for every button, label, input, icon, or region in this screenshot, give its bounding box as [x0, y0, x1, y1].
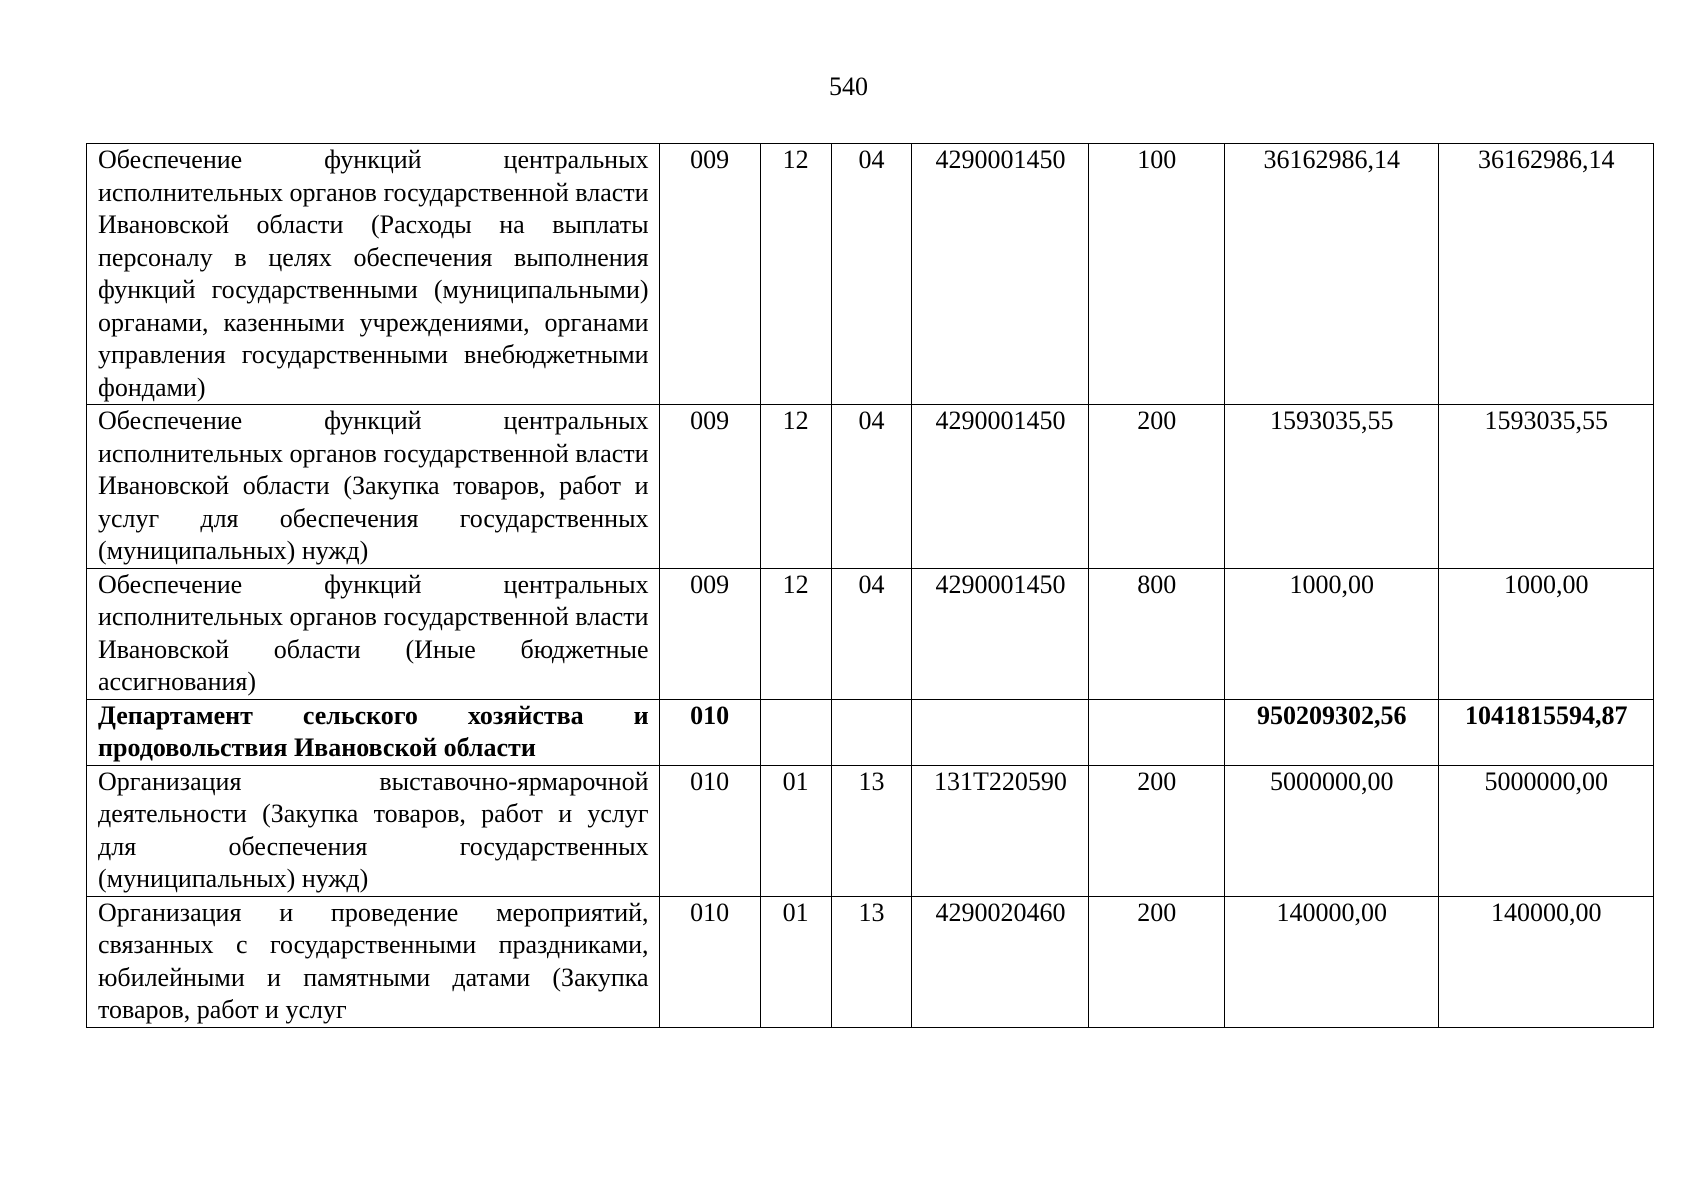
expense-name-cell: Обеспечение функций центральных исполнительных органов государственной власти Ивановской области (Расходы на выплаты персоналу в целях обеспечения выполнения функций государственными (муниципальными) органами, казенными учреждениями, органами управления государственными внебюджетными фондами) [87, 144, 660, 405]
amount-year1-cell: 950209302,56 [1225, 699, 1439, 765]
expense-name-cell: Обеспечение функций центральных исполнительных органов государственной власти Ивановской области (Иные бюджетные ассигнования) [87, 568, 660, 699]
amount-year2-cell: 1041815594,87 [1439, 699, 1654, 765]
section-code-cell: 12 [760, 405, 831, 569]
section-code-cell: 12 [760, 144, 831, 405]
section-code-cell: 01 [760, 765, 831, 896]
target-article-cell: 4290020460 [912, 896, 1089, 1027]
table-row [87, 568, 1654, 699]
target-article-cell [912, 699, 1089, 765]
page-number: 540 [829, 72, 868, 101]
section-code-cell: 12 [760, 568, 831, 699]
table-row [87, 765, 1654, 896]
amount-year2-cell: 1593035,55 [1439, 405, 1654, 569]
amount-year2-cell: 140000,00 [1439, 896, 1654, 1027]
subsection-code-cell: 13 [831, 765, 912, 896]
amount-year2-cell: 36162986,14 [1439, 144, 1654, 405]
subsection-code-cell: 04 [831, 405, 912, 569]
amount-year1-cell: 36162986,14 [1225, 144, 1439, 405]
expense-type-cell: 200 [1089, 405, 1225, 569]
expense-type-cell: 200 [1089, 896, 1225, 1027]
amount-year1-cell: 1593035,55 [1225, 405, 1439, 569]
expense-type-cell: 800 [1089, 568, 1225, 699]
target-article-cell: 4290001450 [912, 144, 1089, 405]
target-article-cell: 131Т220590 [912, 765, 1089, 896]
ministry-code-cell: 009 [659, 568, 760, 699]
expense-name-cell: Обеспечение функций центральных исполнительных органов государственной власти Ивановской области (Закупка товаров, работ и услуг для обеспечения государственных (муниципальных) нужд) [87, 405, 660, 569]
amount-year1-cell: 5000000,00 [1225, 765, 1439, 896]
table-row-department [87, 699, 1654, 765]
ministry-code-cell: 009 [659, 144, 760, 405]
table-row [87, 405, 1654, 569]
ministry-code-cell: 010 [659, 699, 760, 765]
subsection-code-cell: 13 [831, 896, 912, 1027]
amount-year2-cell: 1000,00 [1439, 568, 1654, 699]
ministry-code-cell: 010 [659, 896, 760, 1027]
subsection-code-cell: 04 [831, 568, 912, 699]
table-row [87, 144, 1654, 405]
ministry-code-cell: 009 [659, 405, 760, 569]
target-article-cell: 4290001450 [912, 405, 1089, 569]
department-name-cell: Департамент сельского хозяйства и продовольствия Ивановской области [87, 699, 660, 765]
amount-year2-cell: 5000000,00 [1439, 765, 1654, 896]
expense-name-cell: Организация и проведение мероприятий, связанных с государственными праздниками, юбилейными и памятными датами (Закупка товаров, работ и услуг [87, 896, 660, 1027]
section-code-cell [760, 699, 831, 765]
section-code-cell: 01 [760, 896, 831, 1027]
subsection-code-cell [831, 699, 912, 765]
ministry-code-cell: 010 [659, 765, 760, 896]
expense-type-cell: 200 [1089, 765, 1225, 896]
budget-table [86, 143, 1654, 1028]
expense-type-cell: 100 [1089, 144, 1225, 405]
amount-year1-cell: 140000,00 [1225, 896, 1439, 1027]
expense-name-cell: Организация выставочно-ярмарочной деятельности (Закупка товаров, работ и услуг для обеспечения государственных (муниципальных) нужд) [87, 765, 660, 896]
target-article-cell: 4290001450 [912, 568, 1089, 699]
subsection-code-cell: 04 [831, 144, 912, 405]
amount-year1-cell: 1000,00 [1225, 568, 1439, 699]
expense-type-cell [1089, 699, 1225, 765]
table-row [87, 896, 1654, 1027]
